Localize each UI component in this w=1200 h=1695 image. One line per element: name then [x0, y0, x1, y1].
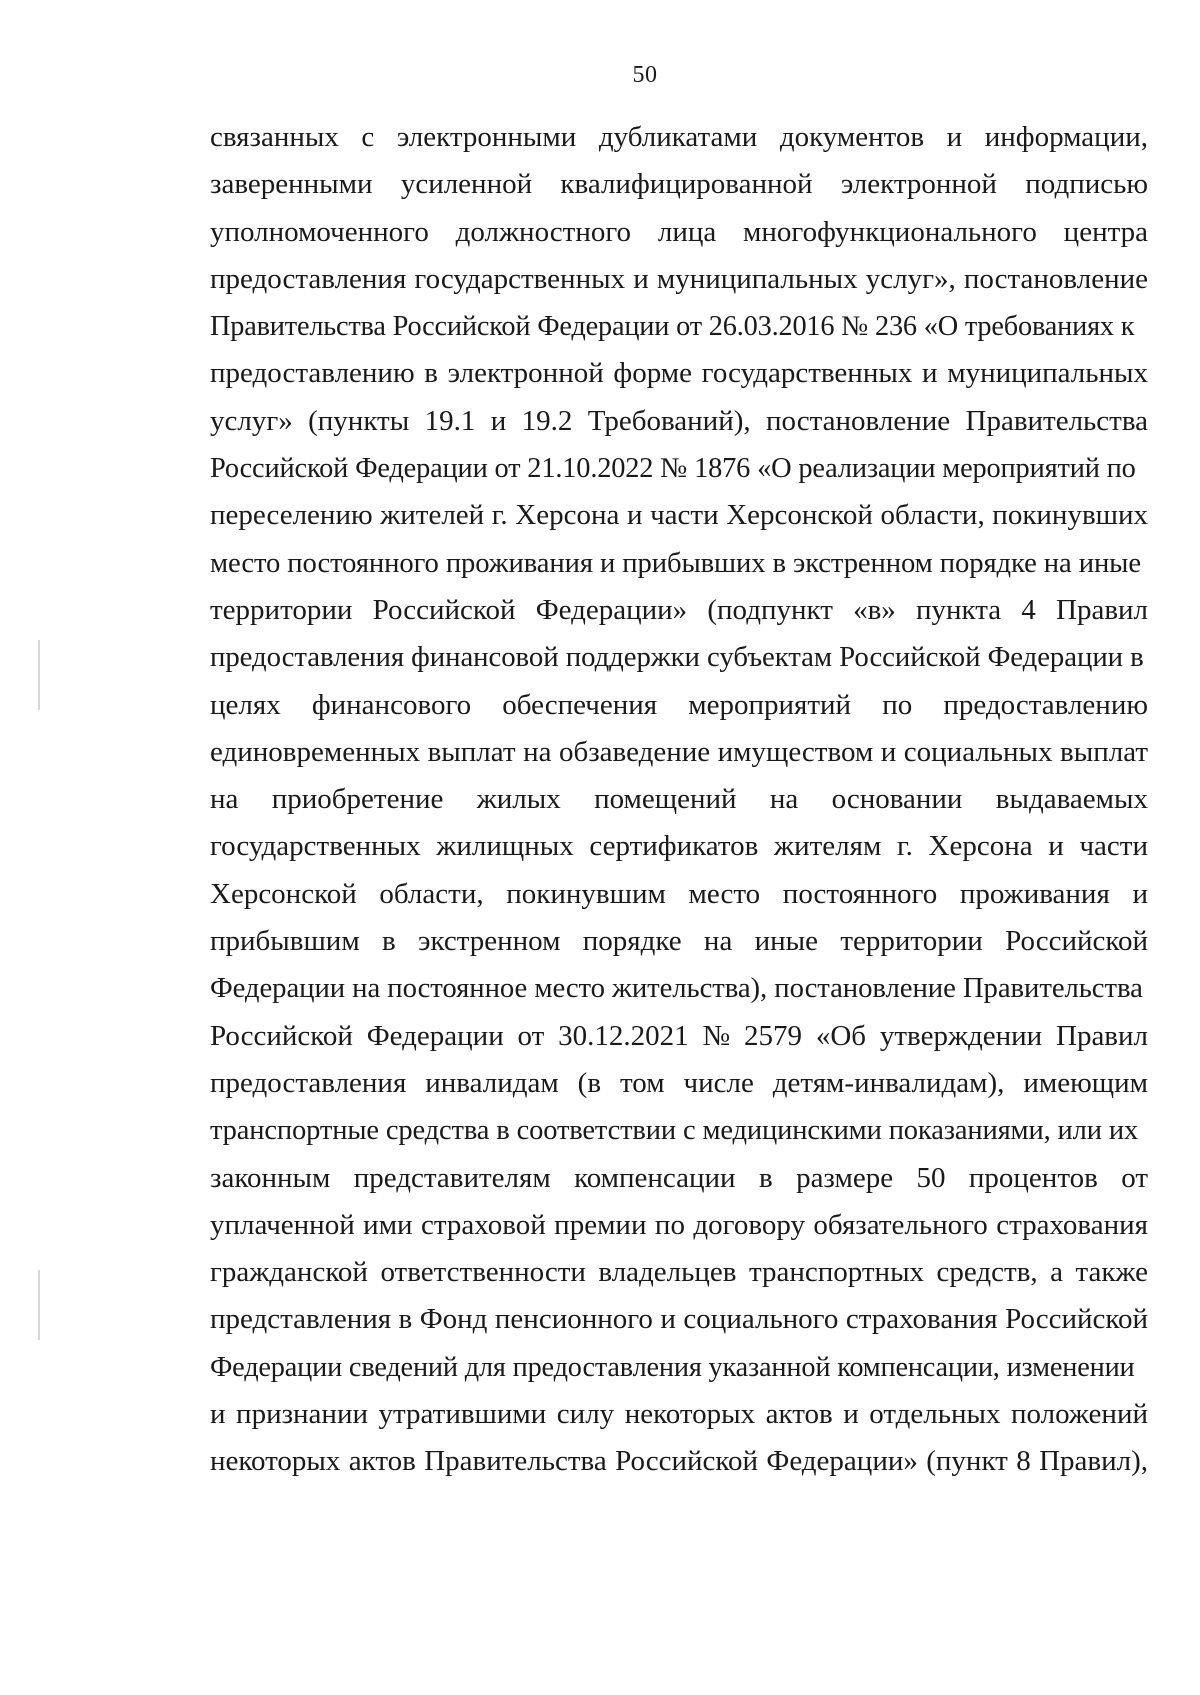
text-line: на приобретение жилых помещений на основании выдаваемых: [210, 783, 1148, 816]
scan-margin-mark-lower: [38, 1270, 40, 1340]
text-line: услуг» (пункты 19.1 и 19.2 Требований), постановление Правительства: [210, 404, 1148, 437]
text-line: территории Российской Федерации» (подпункт «в» пункта 4 Правил: [210, 593, 1148, 626]
text-line: Федерации на постоянное место жительства), постановление Правительства: [210, 972, 1143, 1005]
text-line: гражданской ответственности владельцев транспортных средств, а также: [210, 1256, 1148, 1289]
text-line: целях финансового обеспечения мероприятий по предоставлению: [210, 688, 1148, 721]
text-line: связанных с электронными дубликатами документов и информации,: [210, 121, 1148, 153]
text-line: Российской Федерации от 21.10.2022 № 1876 «О реализации мероприятий по: [210, 453, 1136, 485]
text-line: переселению жителей г. Херсона и части Херсонской области, покинувших: [210, 499, 1148, 532]
text-line: и признании утратившими силу некоторых актов и отдельных положений: [210, 1398, 1148, 1431]
text-line: Российской Федерации от 30.12.2021 № 2579 «Об утверждении Правил: [210, 1019, 1148, 1052]
text-line: государственных жилищных сертификатов жителям г. Херсона и части: [210, 830, 1148, 863]
text-line: уплаченной ими страховой премии по договору обязательного страхования: [210, 1208, 1148, 1241]
text-line: предоставлению в электронной форме государственных и муниципальных: [210, 357, 1148, 390]
text-line: предоставления финансовой поддержки субъектам Российской Федерации в: [210, 641, 1144, 674]
text-line: прибывшим в экстренном порядке на иные территории Российской: [210, 925, 1148, 958]
text-line: Правительства Российской Федерации от 26.03.2016 № 236 «О требованиях к: [210, 311, 1135, 343]
page-number: 50: [632, 62, 658, 88]
text-line: Федерации сведений для предоставления указанной компенсации, изменении: [210, 1351, 1135, 1383]
scan-margin-mark-upper: [38, 640, 40, 710]
text-line: единовременных выплат на обзаведение имуществом и социальных выплат: [210, 735, 1148, 768]
text-line: представления в Фонд пенсионного и социального страхования Российской: [210, 1303, 1148, 1336]
text-line: предоставления государственных и муниципальных услуг», постановление: [210, 262, 1148, 295]
text-line: место постоянного проживания и прибывших в экстренном порядке на иные: [210, 546, 1141, 579]
text-line: Херсонской области, покинувшим место постоянного проживания и: [210, 877, 1148, 910]
text-line: некоторых актов Правительства Российской Федерации» (пункт 8 Правил),: [210, 1445, 1148, 1478]
text-line: заверенными усиленной квалифицированной электронной подписью: [210, 168, 1148, 201]
text-line: транспортные средства в соответствии с медицинскими показаниями, или их: [210, 1115, 1139, 1147]
body-paragraph: [210, 114, 1148, 1486]
text-line: предоставления инвалидам (в том числе детям-инвалидам), имеющим: [210, 1066, 1148, 1099]
text-line: законным представителям компенсации в размере 50 процентов от: [210, 1161, 1148, 1194]
text-line: уполномоченного должностного лица многофункционального центра: [210, 215, 1148, 248]
